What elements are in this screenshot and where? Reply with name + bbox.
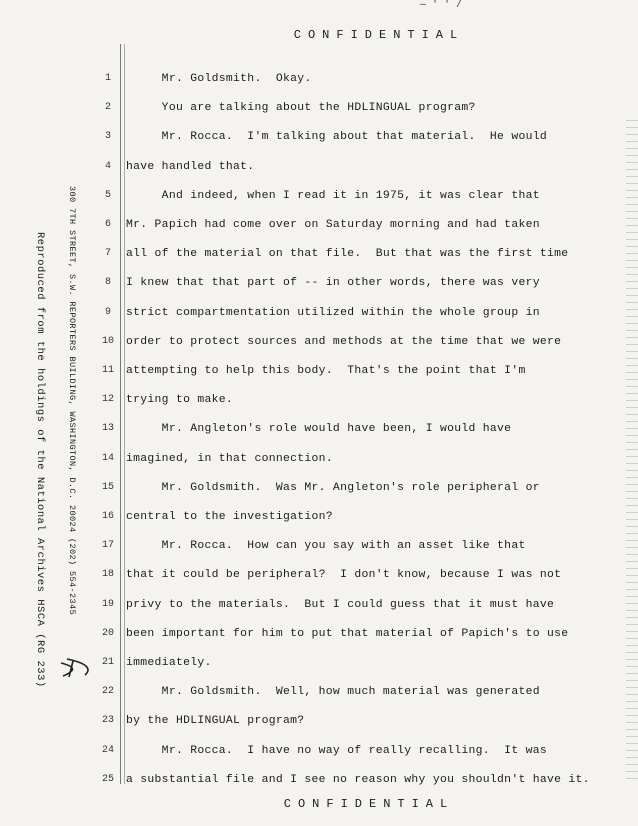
page-footer: CONFIDENTIAL xyxy=(283,797,455,811)
line-number: 15 xyxy=(101,481,114,493)
line-number: 21 xyxy=(101,657,114,668)
line-number: 23 xyxy=(101,715,114,727)
transcript-line: Mr. Goldsmith. Okay. xyxy=(126,73,312,85)
transcript-line: strict compartmentation utilized within the whole group in xyxy=(126,306,540,319)
handwritten-initials-mark xyxy=(57,657,97,679)
transcript-line: Mr. Goldsmith. Was Mr. Angleton's role peripheral or xyxy=(126,481,540,494)
transcript-line: a substantial file and I see no reason why you shouldn't have it. xyxy=(126,773,590,786)
transcript-line: Mr. Angleton's role would have been, I would have xyxy=(126,423,512,436)
page-header: CONFIDENTIAL xyxy=(293,28,465,42)
line-number: 24 xyxy=(101,744,114,756)
line-number: 11 xyxy=(101,365,114,376)
transcript-line: that it could be peripheral? I don't know, because I was not xyxy=(126,569,562,582)
archive-reproduction-note: Reproduced from the holdings of the National Archives HSCA (RG 233) xyxy=(34,232,46,688)
transcript-line: Mr. Goldsmith. Well, how much material was generated xyxy=(126,686,540,699)
line-number: 16 xyxy=(101,511,114,522)
reporter-address: 300 7TH STREET, S.W. REPORTERS BUILDING, WASHINGTON, D.C. 20024 (202) 554-2345 xyxy=(67,186,77,616)
line-number: 10 xyxy=(101,335,114,347)
transcript-line: And indeed, when I read it in 1975, it was clear that xyxy=(126,189,540,202)
line-number: 18 xyxy=(101,569,114,581)
line-number: 13 xyxy=(101,423,114,435)
transcript-line: all of the material on that file. But that was the first time xyxy=(126,248,569,261)
transcript-line: I knew that that part of -- in other words, there was very xyxy=(126,277,540,290)
transcript-line: immediately. xyxy=(126,657,212,669)
transcript-line: Mr. Rocca. I'm talking about that material. He would xyxy=(126,131,547,144)
line-number: 25 xyxy=(101,773,114,785)
transcript-line: You are talking about the HDLINGUAL program? xyxy=(126,102,476,115)
transcript-line: order to protect sources and methods at the time that we were xyxy=(126,335,562,348)
line-number: 17 xyxy=(101,540,114,552)
transcript-line: trying to make. xyxy=(126,394,234,407)
line-number: 4 xyxy=(104,160,111,172)
line-number: 6 xyxy=(104,219,111,230)
transcript-line: privy to the materials. But I could guess that it must have xyxy=(126,598,555,611)
line-number: 8 xyxy=(104,277,111,289)
line-number: 2 xyxy=(104,102,111,114)
line-number: 19 xyxy=(101,598,114,610)
transcript-line: have handled that. xyxy=(126,160,255,173)
transcript-line: imagined, in that connection. xyxy=(126,452,333,465)
transcript-line: been important for him to put that material of Papich's to use xyxy=(126,627,569,640)
transcript-line: attempting to help this body. That's the point that I'm xyxy=(126,365,526,377)
line-number: 14 xyxy=(101,452,114,464)
transcript-line: Mr. Rocca. I have no way of really recalling. It was xyxy=(126,744,547,757)
scan-edge-noise xyxy=(626,120,638,780)
line-number: 22 xyxy=(101,686,114,698)
transcript-line: by the HDLINGUAL program? xyxy=(126,715,305,728)
transcript-line: central to the investigation? xyxy=(126,511,333,523)
margin-rule xyxy=(120,44,121,784)
line-number: 3 xyxy=(104,131,111,143)
line-number: 20 xyxy=(101,627,114,639)
line-number: 9 xyxy=(104,306,111,318)
line-number: 1 xyxy=(104,73,111,84)
transcript-line: Mr. Rocca. How can you say with an asset like that xyxy=(126,540,526,553)
line-number: 12 xyxy=(101,394,114,406)
line-number: 5 xyxy=(104,189,111,201)
margin-rule-inner xyxy=(124,44,125,784)
transcript-line: Mr. Papich had come over on Saturday morning and had taken xyxy=(126,219,540,231)
page-number-fragment: — ' ' / xyxy=(420,0,463,11)
line-number: 7 xyxy=(104,248,111,260)
